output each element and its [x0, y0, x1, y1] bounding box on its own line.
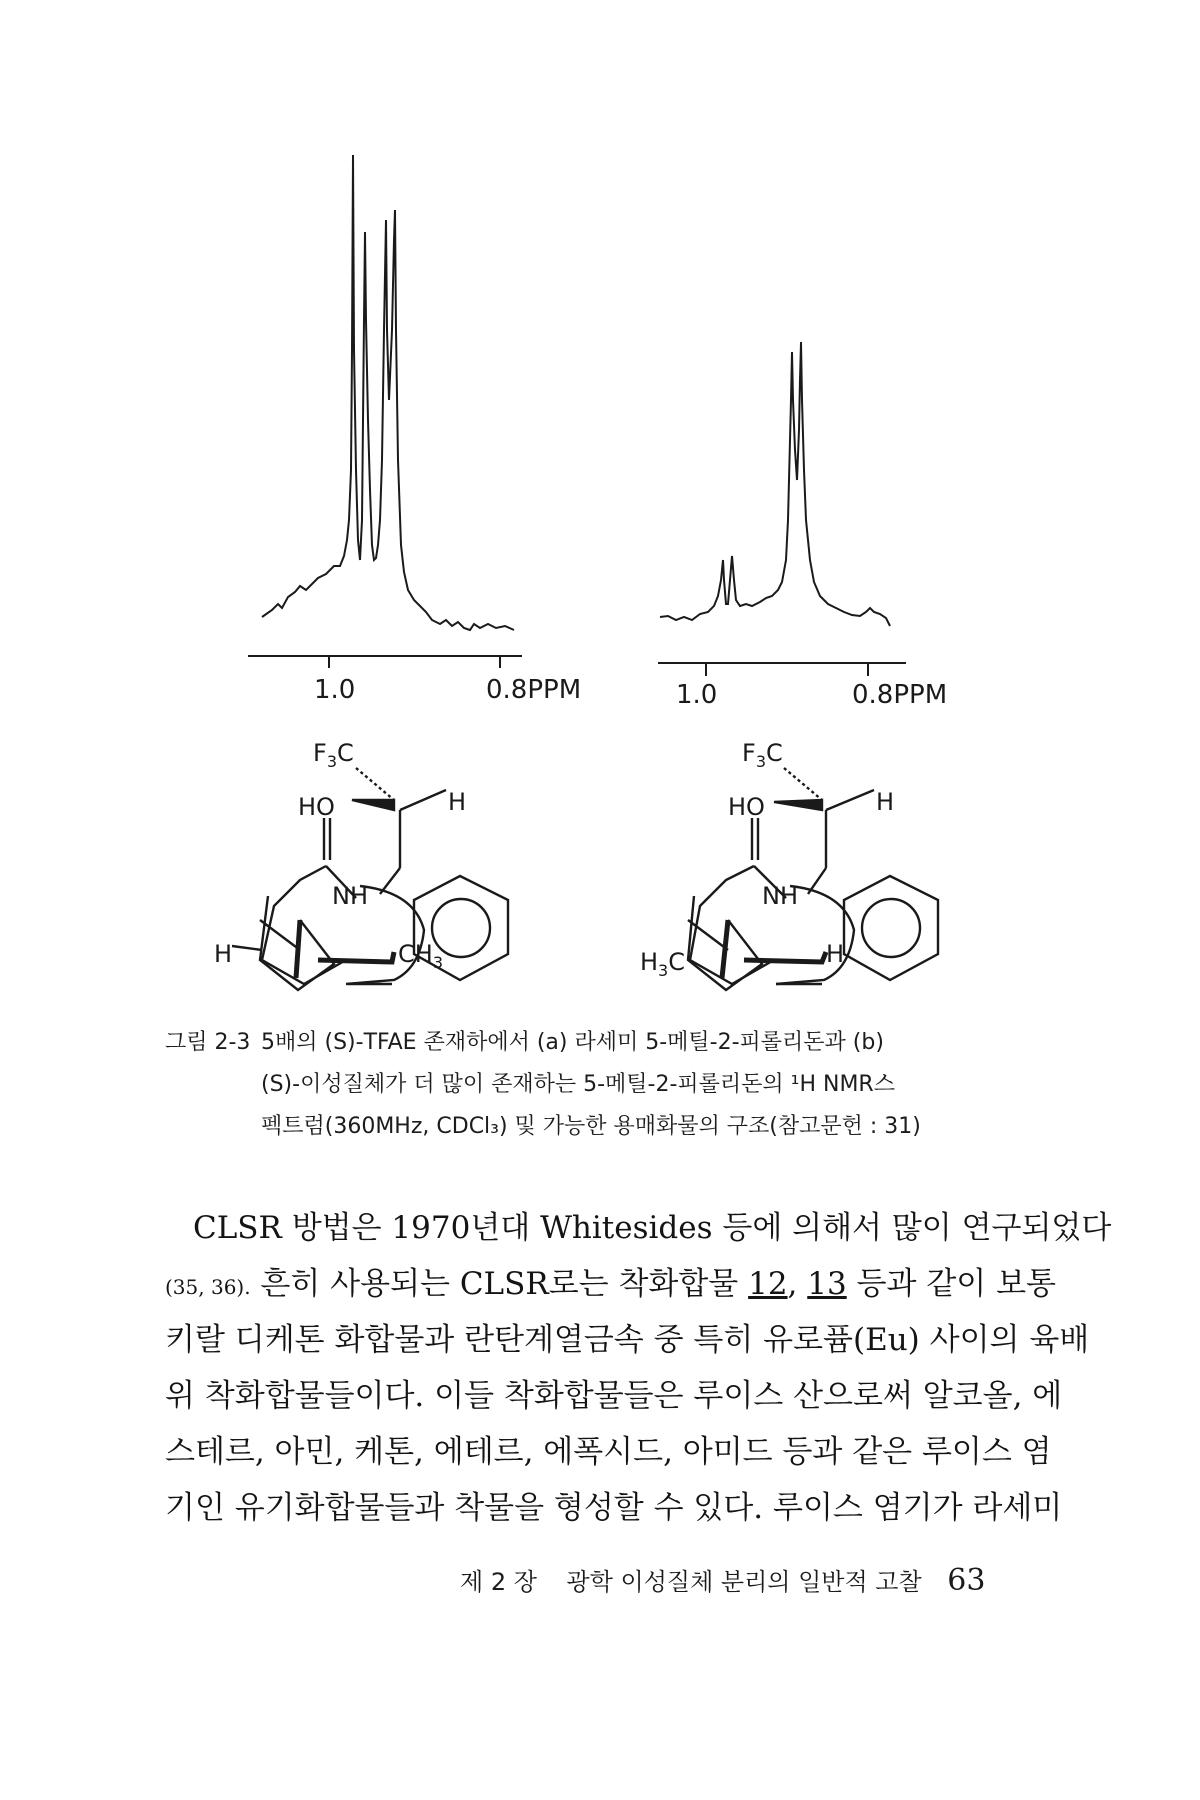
body-line-3: 키랄 디케톤 화합물과 란탄계열금속 중 특히 유로퓸(Eu) 사이의 육배	[165, 1322, 1090, 1358]
body-line-1: CLSR 방법은 1970년대 Whitesides 등에 의해서 많이 연구되었다	[193, 1210, 1112, 1246]
structure-b-labels	[640, 739, 894, 980]
caption-line-1: 5배의 (S)-TFAE 존재하에서 (a) 라세미 5-메틸-2-피롤리돈과 (b)	[261, 1030, 884, 1055]
caption-label: 그림 2-3	[165, 1030, 251, 1055]
page-footer	[460, 1562, 1060, 1602]
footer-title: 광학 이성질체 분리의 일반적 고찰	[566, 1568, 922, 1596]
compound-12-ref: 12	[748, 1266, 788, 1302]
structure-a-h-left: H	[214, 940, 233, 968]
spectrum-a	[248, 155, 522, 668]
spectrum-b-tick-label-right: 0.8PPM	[852, 680, 948, 710]
spectrum-b-tick-label-left: 1.0	[676, 680, 718, 710]
structure-b-nh: NH	[762, 882, 798, 910]
body-line-2: (35, 36). 흔히 사용되는 CLSR로는 착화합물 12, 13 등과 같이 보통	[165, 1266, 1056, 1302]
body-line-4: 위 착화합물들이다. 이들 착화합물들은 루이스 산으로써 알코올, 에	[165, 1378, 1063, 1414]
body-citation: (35, 36).	[165, 1275, 251, 1299]
structure-b-h-top: H	[876, 788, 895, 816]
spectrum-a-tick-label-left: 1.0	[314, 675, 356, 705]
structure-a	[232, 768, 508, 990]
page-number: 63	[947, 1563, 986, 1598]
structure-b-h3c: $H_3C$	[640, 948, 685, 980]
spectrum-b	[658, 342, 906, 676]
structure-b	[688, 768, 938, 990]
caption-line-2: (S)-이성질체가 더 많이 존재하는 5-메틸-2-피롤리돈의 ¹H NMR스	[261, 1072, 895, 1097]
spectrum-a-tick-label-right: 0.8PPM	[486, 675, 582, 705]
footer-chapter: 제 2 장	[460, 1568, 537, 1596]
spectrum-a-trace	[262, 155, 514, 630]
structure-a-nh: NH	[332, 882, 368, 910]
structure-a-ch3: $CH_3$	[398, 940, 443, 972]
structure-a-ho: HO	[298, 793, 335, 821]
structure-a-h-top: H	[448, 788, 467, 816]
body-line-6: 기인 유기화합물들과 착물을 형성할 수 있다. 루이스 염기가 라세미	[165, 1490, 1063, 1526]
structure-a-labels	[214, 739, 466, 972]
structure-b-ho: HO	[728, 793, 765, 821]
spectrum-b-trace	[660, 342, 890, 626]
structure-b-benzene	[844, 876, 938, 980]
structure-a-f3c: $F_3C$	[313, 739, 354, 771]
structure-b-h-right: H	[826, 940, 845, 968]
body-line-5: 스테르, 아민, 케톤, 에테르, 에폭시드, 아미드 등과 같은 루이스 염	[165, 1434, 1052, 1470]
structure-b-f3c: $F_3C$	[742, 739, 783, 771]
compound-13-ref: 13	[807, 1266, 847, 1302]
caption-line-3: 펙트럼(360MHz, CDCl₃) 및 가능한 용매화물의 구조(참고문헌 : 31)	[261, 1114, 921, 1139]
